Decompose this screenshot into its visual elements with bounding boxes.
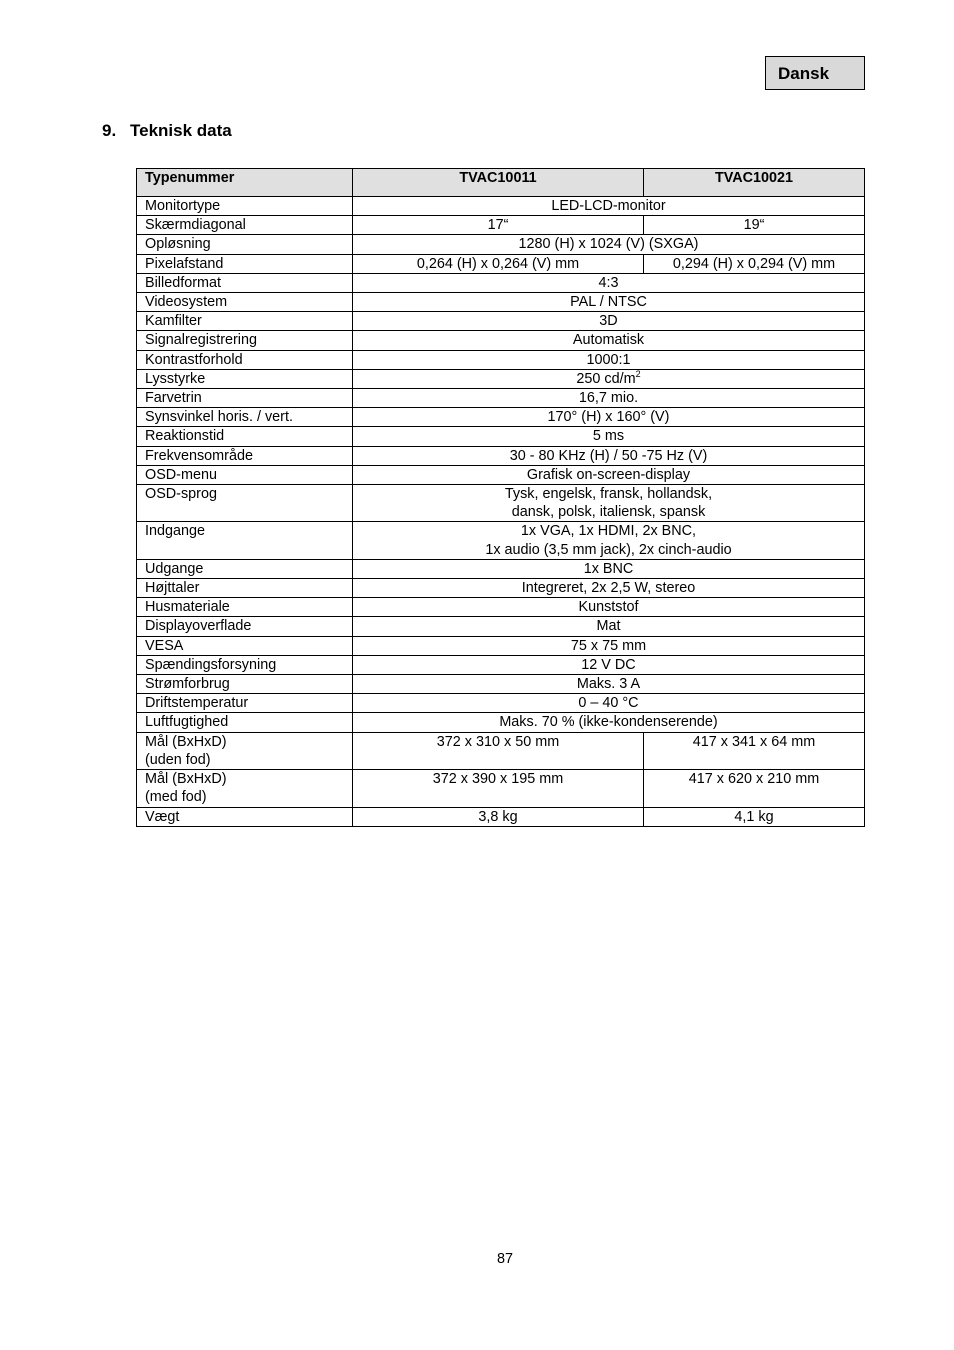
row-value [353,273,865,292]
table-row [137,579,865,598]
row-label: Signalregistrering [137,331,353,350]
row-value [353,522,865,559]
row-label: Farvetrin [137,389,353,408]
row-value-model-2: 19“ [644,216,865,235]
row-label-line: Mål (BxHxD) [145,771,227,788]
row-value [353,408,865,427]
table-row [137,694,865,713]
row-value-line: dansk, polsk, italiensk, spansk [511,504,706,521]
row-label: Udgange [137,559,353,578]
row-label: Kontrastforhold [137,350,353,369]
table-row [137,713,865,732]
row-value-text: Grafisk on-screen-display [526,466,691,483]
table-row [137,350,865,369]
row-label: Strømforbrug [137,675,353,694]
row-value-text: 5 ms [592,428,625,445]
table-header-row [137,169,865,197]
row-value-text: 250 cd/m [576,370,636,387]
row-value-text: Automatisk [572,332,645,349]
row-value-text: 16,7 mio. [578,390,639,407]
row-value [353,312,865,331]
row-label: OSD-sprog [137,485,353,522]
table-row [137,273,865,292]
row-value [353,694,865,713]
row-value-text: Integreret, 2x 2,5 W, stereo [521,580,696,597]
table-row [137,559,865,578]
table-row [137,617,865,636]
unit-superscript: 2 [635,369,641,380]
header-model-1: TVAC10011 [353,169,644,197]
row-value [353,235,865,254]
row-value-text: 4:3 [598,274,619,291]
row-value-model-2: 0,294 (H) x 0,294 (V) mm [644,254,865,273]
row-value-text: Maks. 3 A [576,676,641,693]
row-value [353,369,865,388]
row-label: Pixelafstand [137,254,353,273]
row-value [353,655,865,674]
table-row [137,235,865,254]
table-row [137,389,865,408]
table-row [137,216,865,235]
table-row [137,369,865,388]
row-value-text: 12 V DC [581,656,636,673]
row-value [353,559,865,578]
row-value-line: Tysk, engelsk, fransk, hollandsk, [504,486,713,503]
row-label: Vægt [137,807,353,826]
row-label: Luftfugtighed [137,713,353,732]
row-label: Frekvensområde [137,446,353,465]
row-value-model-1: 3,8 kg [353,807,644,826]
table-row [137,197,865,216]
row-label: Driftstemperatur [137,694,353,713]
header-model-2: TVAC10021 [644,169,865,197]
row-value [353,598,865,617]
row-label: Indgange [137,522,353,559]
table-row [137,807,865,826]
row-value-text: Mat [596,618,621,635]
row-value [353,617,865,636]
spec-table [136,168,865,827]
table-row [137,408,865,427]
row-label: Synsvinkel horis. / vert. [137,408,353,427]
row-label: Displayoverflade [137,617,353,636]
row-value-model-2: 417 x 620 x 210 mm [644,770,865,807]
table-row [137,522,865,559]
row-value-model-1: 0,264 (H) x 0,264 (V) mm [353,254,644,273]
table-row [137,465,865,484]
row-label-line: (uden fod) [145,751,211,768]
table-row [137,770,865,807]
spec-table-body [137,197,865,827]
row-value [353,636,865,655]
row-label-line: Mål (BxHxD) [145,733,227,750]
row-value-text: PAL / NTSC [570,294,647,311]
row-label: Reaktionstid [137,427,353,446]
row-value-text: 75 x 75 mm [570,637,647,654]
table-row [137,636,865,655]
row-label: VESA [137,636,353,655]
row-label [137,732,353,769]
table-row [137,598,865,617]
row-label [137,770,353,807]
table-row [137,312,865,331]
row-value-text: 1000:1 [586,351,631,368]
row-value [353,713,865,732]
row-label: Skærmdiagonal [137,216,353,235]
row-label: Spændingsforsyning [137,655,353,674]
row-value-text: 0 – 40 °C [578,695,639,712]
table-row [137,427,865,446]
row-label: Videosystem [137,293,353,312]
row-value-text: LED-LCD-monitor [551,198,666,214]
row-value-model-1: 372 x 310 x 50 mm [353,732,644,769]
row-value [353,293,865,312]
row-value [353,350,865,369]
row-value-text: 1280 (H) x 1024 (V) (SXGA) [518,236,699,253]
row-value [353,465,865,484]
row-label: Kamfilter [137,312,353,331]
row-value-model-1: 372 x 390 x 195 mm [353,770,644,807]
header-typenummer: Typenummer [137,169,353,197]
row-value [353,485,865,522]
table-row [137,293,865,312]
table-row [137,485,865,522]
row-value-text: 3D [599,313,618,330]
row-value-text: 30 - 80 KHz (H) / 50 -75 Hz (V) [509,447,708,464]
row-value [353,675,865,694]
row-value-model-2: 4,1 kg [644,807,865,826]
row-value [353,579,865,598]
row-label: OSD-menu [137,465,353,484]
row-label: Billedformat [137,273,353,292]
row-label: Lysstyrke [137,369,353,388]
row-value-text: Kunststof [578,599,639,616]
section-heading [102,120,232,142]
row-value [353,197,865,216]
page-number: 87 [496,1251,513,1267]
row-label: Husmateriale [137,598,353,617]
row-label: Højttaler [137,579,353,598]
table-row [137,331,865,350]
row-value-text: 1x BNC [583,560,634,577]
row-value-text: 170° (H) x 160° (V) [547,409,670,426]
row-value [353,331,865,350]
table-row [137,254,865,273]
row-value-line: 1x VGA, 1x HDMI, 2x BNC, [520,523,697,540]
row-label: Monitortype [137,197,353,216]
section-title: Teknisk data [130,121,232,140]
table-row [137,655,865,674]
row-value-model-2: 417 x 341 x 64 mm [644,732,865,769]
language-tab: Dansk [765,56,865,90]
row-value [353,446,865,465]
row-value-line: 1x audio (3,5 mm jack), 2x cinch-audio [485,541,732,558]
table-row [137,675,865,694]
row-label-line: (med fod) [145,789,207,806]
section-number: 9. [102,121,117,140]
row-label: Opløsning [137,235,353,254]
row-value-text: Maks. 70 % (ikke-kondenserende) [499,714,718,731]
row-value [353,427,865,446]
row-value [353,389,865,408]
row-value-model-1: 17“ [353,216,644,235]
table-row [137,732,865,769]
table-row [137,446,865,465]
